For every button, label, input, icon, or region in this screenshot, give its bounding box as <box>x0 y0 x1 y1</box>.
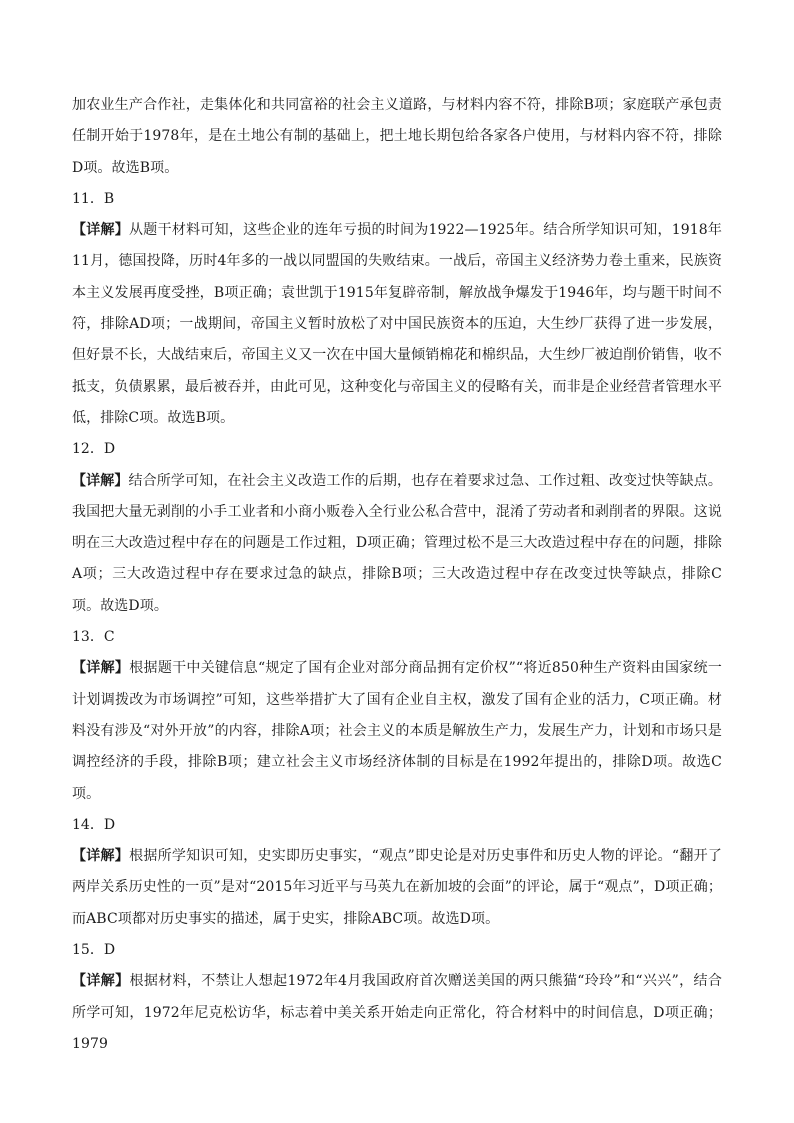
explanation-text: 根据所学知识可知，史实即历史事实，“观点”即史论是对历史事件和历史人物的评论。“翻开了两岸关系历史性的一页”是对“2015年习近平与马英九在新加坡的会面”的评论，属于“观点”，D项正确；而ABC项都对历史事实的描述，属于史实，排除ABC项。故选D项。 <box>72 848 722 927</box>
explanation-paragraph <box>72 215 722 434</box>
explanation-paragraph <box>72 966 722 1060</box>
explanation-tag: 【详解】 <box>72 848 130 865</box>
explanation-paragraph <box>72 841 722 935</box>
explanation-paragraph <box>72 653 722 809</box>
question-15 <box>72 935 722 1060</box>
question-11 <box>72 184 722 434</box>
question-13 <box>72 622 722 810</box>
question-number: 13．C <box>72 629 115 646</box>
document-page <box>72 90 722 1060</box>
explanation-tag: 【详解】 <box>72 222 130 239</box>
explanation-text: 从题干材料可知，这些企业的连年亏损的时间为1922—1925年。结合所学知识可知，1918年11月，德国投降，历时4年多的一战以同盟国的失败结束。一战后，帝国主义经济势力卷土重来，民族资本主义发展再度受挫，B项正确；袁世凯于1915年复辟帝制，解放战争爆发于1946年，均与题干时间不符，排除AD项；一战期间，帝国主义暂时放松了对中国民族资本的压迫，大生纱厂获得了进一步发展，但好景不长，大战结束后，帝国主义又一次在中国大量倾销棉花和棉织品，大生纱厂被迫削价销售，收不抵支，负债累累，最后被吞并，由此可见，这种变化与帝国主义的侵略有关，而非是企业经营者管理水平低，排除C项。故选B项。 <box>72 222 722 426</box>
question-14 <box>72 810 722 935</box>
explanation-tag: 【详解】 <box>72 973 130 990</box>
explanation-text: 根据题干中关键信息“规定了国有企业对部分商品拥有定价权”“将近850种生产资料由国家统一计划调拨改为市场调控”可知，这些举措扩大了国有企业自主权，激发了国有企业的活力，C项正确。材料没有涉及“对外开放”的内容，排除A项；社会主义的本质是解放生产力，发展生产力，计划和市场只是调控经济的手段，排除B项；建立社会主义市场经济体制的目标是在1992年提出的，排除D项。故选C项。 <box>72 660 722 802</box>
explanation-paragraph <box>72 466 722 622</box>
question-12 <box>72 434 722 622</box>
question-number: 15．D <box>72 942 116 959</box>
explanation-tag: 【详解】 <box>72 472 129 489</box>
question-number: 14．D <box>72 816 116 833</box>
explanation-text: 结合所学可知，在社会主义改造工作的后期，也存在着要求过急、工作过粗、改变过快等缺点。我国把大量无剥削的小手工业者和小商小贩卷入全行业公私合营中，混淆了劳动者和剥削者的界限。这说明在三大改造过程中存在的问题是工作过粗，D项正确；管理过松不是三大改造过程中存在的问题，排除A项；三大改造过程中存在要求过急的缺点，排除B项；三大改造过程中存在改变过快等缺点，排除C项。故选D项。 <box>72 472 722 614</box>
question-number: 12．D <box>72 441 116 458</box>
explanation-text: 根据材料，不禁让人想起1972年4月我国政府首次赠送美国的两只熊猫“玲玲”和“兴兴”，结合所学可知，1972年尼克松访华，标志着中美关系开始走向正常化，符合材料中的时间信息，D项正确；1979 <box>72 973 722 1052</box>
question-number: 11．B <box>72 190 115 207</box>
explanation-tag: 【详解】 <box>72 660 130 677</box>
intro-paragraph: 加农业生产合作社，走集体化和共同富裕的社会主义道路，与材料内容不符，排除B项；家庭联产承包责任制开始于1978年，是在土地公有制的基础上，把土地长期包给各家各户使用，与材料内容不符，排除D项。故选B项。 <box>72 97 722 176</box>
